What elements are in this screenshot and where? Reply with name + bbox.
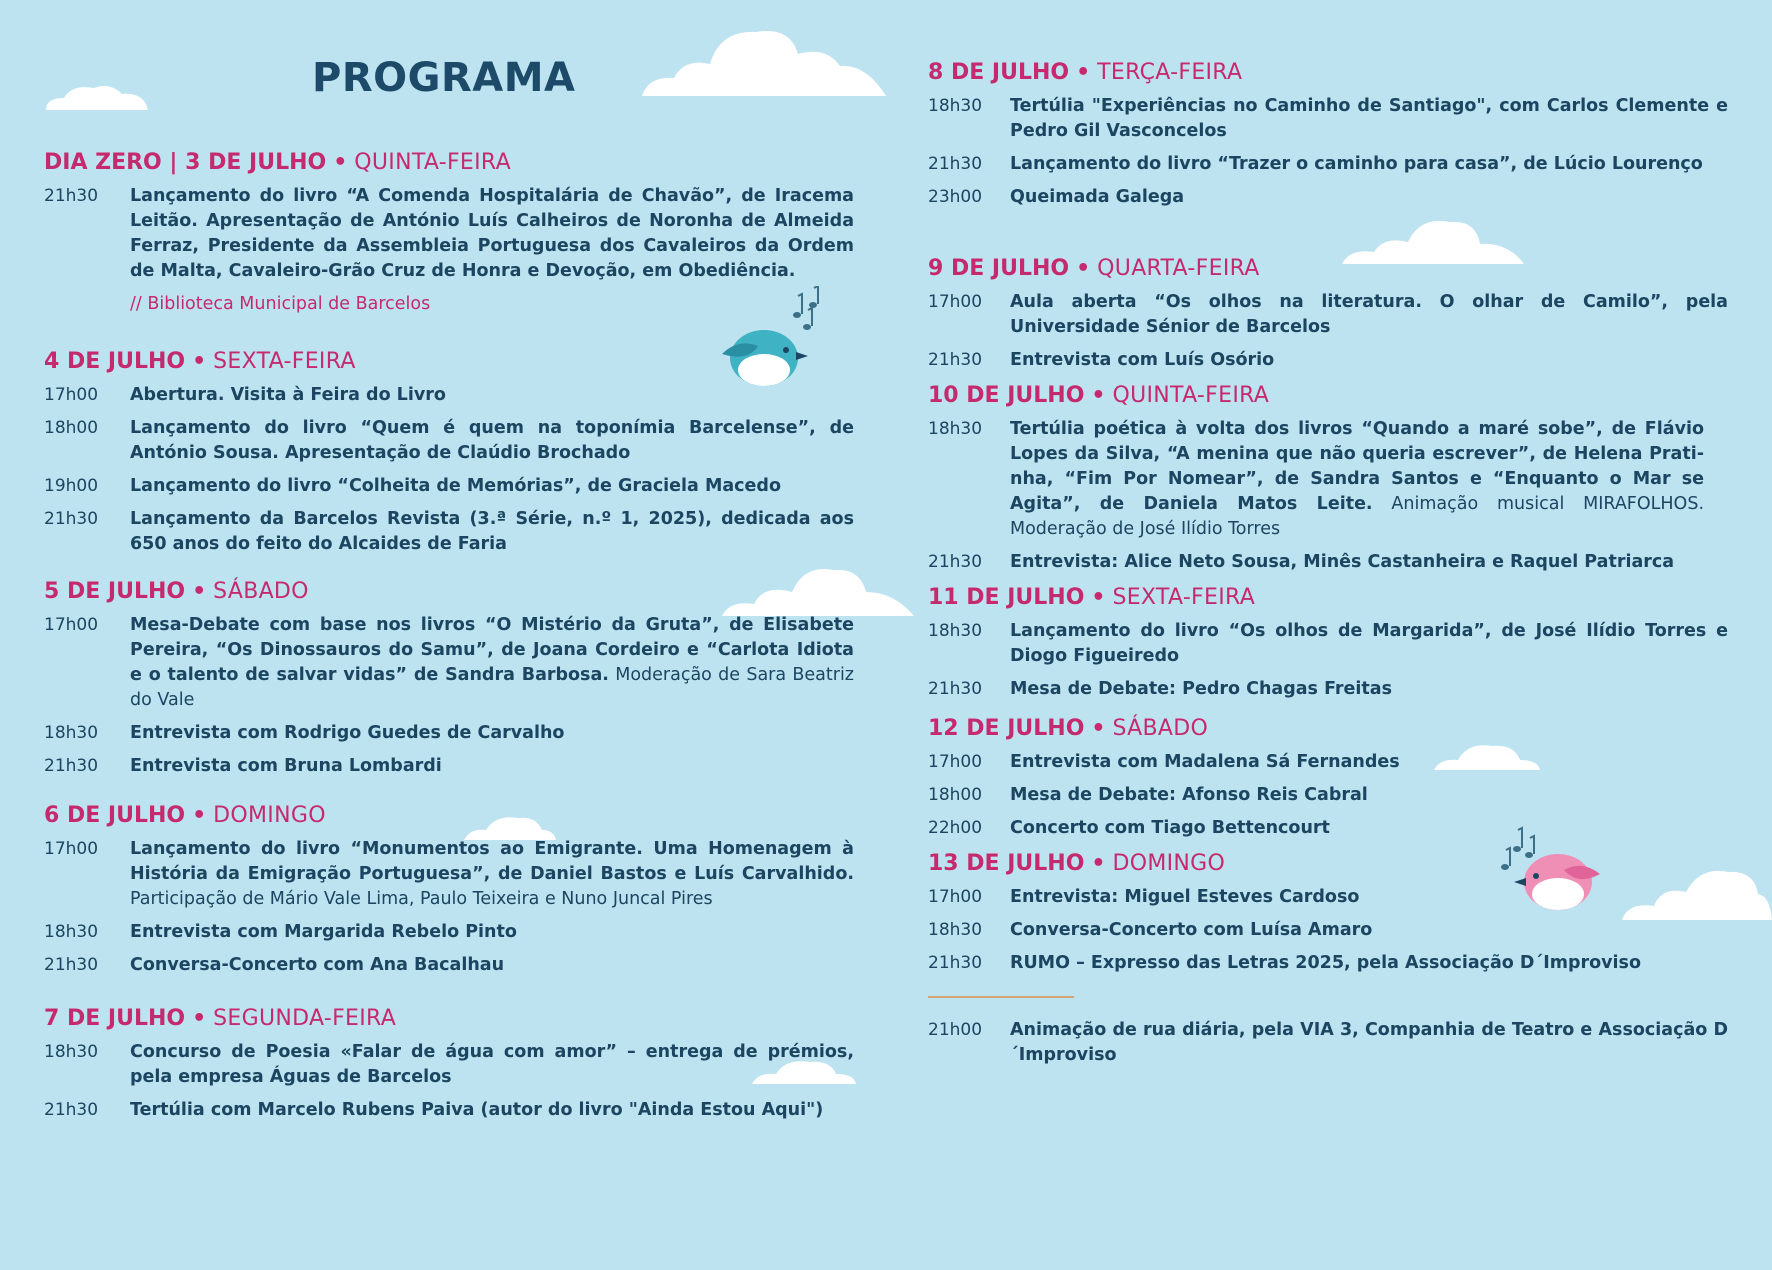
event-text: Lançamento do livro “Colheita de Memórias”, de Graciela Macedo [130,476,781,496]
day-heading [928,381,1728,411]
event-time: 21h30 [44,955,99,975]
event-row [44,383,854,408]
event-time: 22h00 [928,818,983,838]
day-heading [44,148,854,178]
event-body [130,184,854,317]
event-row [44,837,854,912]
event-text: Entrevista com Bruna Lombardi [130,756,442,776]
event-time: 18h00 [928,785,983,805]
event-time: 21h30 [928,953,983,973]
day-heading [928,58,1728,88]
event-row [44,613,854,713]
event-row [928,550,1728,575]
event-row [928,885,1728,910]
day-weekday: SEXTA-FEIRA [1112,585,1256,610]
event-text: Mesa de Debate: Pedro Chagas Freitas [1010,679,1392,699]
day-7-julho [44,1004,854,1123]
event-time: 17h00 [44,839,99,859]
cloud-icon [640,24,888,98]
separator-dot: • [1076,256,1091,281]
event-time: 18h30 [928,920,983,940]
event-title: Tertúlia poética à volta dos livros “Quando a maré sobe”, de Flávio Lopes da Silva, “A menina que não queria escrever”, de Helena Prati-nha, “Fim Por Nomear”, de Sandra Santos e “Enquanto o Mar se Agita”, de Daniela Matos Leite. [1010,419,1704,514]
event-row [928,750,1728,775]
day-date: 10 DE JULHO [928,383,1085,408]
event-text: Entrevista com Madalena Sá Fernandes [1010,752,1400,772]
event-time: 18h30 [44,1042,99,1062]
event-text: Lançamento do livro “A Comenda Hospitalária de Chavão”, de Iracema Leitão. Apresentação de António Luís Calheiros de Noronha de Almeida Ferraz, Presidente da Assembleia Portuguesa dos Cavaleiros da Ordem de Malta, Cavaleiro-Grão Cruz de Honra e Devoção, em Obediência. [130,186,854,281]
event-row [928,619,1728,669]
day-heading [44,1004,854,1034]
event-time: 19h00 [44,476,99,496]
event-detail: Moderação de Sara Beatriz do Vale [130,665,854,710]
event-text: Entrevista com Margarida Rebelo Pinto [130,922,517,942]
event-text: Queimada Galega [1010,187,1185,207]
event-time: 17h00 [44,615,99,635]
event-row [928,185,1728,210]
event-time: 21h30 [44,186,99,206]
day-heading [44,577,854,607]
event-row [44,474,854,499]
event-time: 21h30 [928,552,983,572]
event-time: 21h30 [928,350,983,370]
event-text [130,613,854,713]
event-row [928,290,1728,340]
event-text: Entrevista com Rodrigo Guedes de Carvalho [130,723,565,743]
event-time: 17h00 [928,752,983,772]
day-weekday: DOMINGO [213,803,326,828]
event-text: Concurso de Poesia «Falar de água com amor” – entrega de prémios, pela empresa Águas de Barcelos [130,1042,854,1087]
day-weekday: QUINTA-FEIRA [1112,383,1270,408]
day-heading [928,714,1728,744]
separator-dot: • [192,803,207,828]
day-date: 5 DE JULHO [44,579,186,604]
event-time: 18h30 [928,419,983,439]
event-title: Lançamento do livro “Monumentos ao Emigrante. Uma Homenagem à História da Emigração Portuguesa”, de Daniel Bastos e Luís Carvalhido. [130,839,854,884]
event-row [44,953,854,978]
event-time: 17h00 [928,292,983,312]
event-time: 17h00 [928,887,983,907]
event-text: RUMO – Expresso das Letras 2025, pela Associação D´Improviso [1010,953,1641,973]
event-row [44,184,854,317]
day-weekday: SEXTA-FEIRA [213,349,356,374]
daily-event-row [928,1018,1728,1068]
separator-dot: • [192,1006,207,1031]
day-11-julho [928,583,1728,702]
day-date: 7 DE JULHO [44,1006,186,1031]
day-date: 9 DE JULHO [928,256,1070,281]
event-row [928,94,1728,144]
day-3-julho [44,148,854,317]
day-date: DIA ZERO | 3 DE JULHO [44,150,327,175]
day-date: 4 DE JULHO [44,349,186,374]
event-text [1010,417,1704,542]
event-title: Mesa-Debate com base nos livros “O Mistério da Gruta”, de Elisabete Pereira, “Os Dinossauros do Samu”, de Joana Cordeiro e “Carlota Idiota e o talento de salvar vidas” de Sandra Barbosa. [130,615,854,685]
day-6-julho [44,801,854,978]
event-time: 21h30 [928,679,983,699]
day-8-julho [928,58,1728,210]
day-date: 11 DE JULHO [928,585,1085,610]
event-row [44,1098,854,1123]
event-row [928,918,1728,943]
event-time: 17h00 [44,385,99,405]
event-row [44,721,854,746]
day-heading [928,583,1728,613]
separator-dot: • [1091,383,1106,408]
event-text: Conversa-Concerto com Luísa Amaro [1010,920,1373,940]
event-row [928,152,1728,177]
day-weekday: QUINTA-FEIRA [354,150,511,175]
event-text: Entrevista: Miguel Esteves Cardoso [1010,887,1360,907]
day-heading [928,254,1728,284]
event-text: Lançamento do livro “Os olhos de Margarida”, de José Ilídio Torres e Diogo Figueiredo [1010,621,1728,666]
event-row [928,951,1728,976]
event-text: Animação de rua diária, pela VIA 3, Companhia de Teatro e Associação D´Improviso [1010,1020,1728,1065]
day-heading [928,849,1728,879]
event-row [928,783,1728,808]
event-detail: Participação de Mário Vale Lima, Paulo Teixeira e Nuno Juncal Pires [130,889,713,909]
event-time: 21h00 [928,1020,983,1040]
event-text: Lançamento do livro “Quem é quem na toponímia Barcelense”, de António Sousa. Apresentação de Claúdio Brochado [130,418,854,463]
event-text [130,837,854,912]
page-title: PROGRAMA [312,55,576,101]
separator-dot: • [192,349,207,374]
day-weekday: QUARTA-FEIRA [1097,256,1260,281]
day-date: 6 DE JULHO [44,803,186,828]
event-time: 18h00 [44,418,99,438]
day-9-julho [928,254,1728,373]
event-text: Tertúlia "Experiências no Caminho de Santiago", com Carlos Clemente e Pedro Gil Vasconcelos [1010,96,1728,141]
left-column [44,148,854,1131]
event-text: Entrevista com Luís Osório [1010,350,1275,370]
day-weekday: SEGUNDA-FEIRA [213,1006,397,1031]
event-time: 23h00 [928,187,983,207]
event-time: 18h30 [928,621,983,641]
separator-dot: • [1091,585,1106,610]
separator-dot: • [1091,851,1106,876]
event-row [44,920,854,945]
day-date: 8 DE JULHO [928,60,1070,85]
event-row [928,677,1728,702]
event-text: Entrevista: Alice Neto Sousa, Minês Castanheira e Raquel Patriarca [1010,552,1675,572]
divider-line [928,996,1074,998]
day-10-julho [928,381,1728,575]
right-column [928,58,1728,1076]
day-heading [44,801,854,831]
event-time: 18h30 [44,922,99,942]
day-weekday: DOMINGO [1112,851,1226,876]
day-weekday: TERÇA-FEIRA [1097,60,1243,85]
event-text: Conversa-Concerto com Ana Bacalhau [130,955,505,975]
separator-dot: • [1091,716,1106,741]
event-time: 18h30 [928,96,983,116]
event-detail: Animação musical MIRAFOLHOS. Moderação de José Ilídio Torres [1010,494,1705,539]
event-text: Lançamento da Barcelos Revista (3.ª Série, n.º 1, 2025), dedicada aos 650 anos do feito do Alcaides de Faria [130,509,854,554]
event-location: // Biblioteca Municipal de Barcelos [130,294,431,314]
day-12-julho [928,714,1728,841]
separator-dot: • [1076,60,1091,85]
event-row [44,1040,854,1090]
event-time: 21h30 [44,509,99,529]
event-time: 21h30 [44,756,99,776]
day-date: 13 DE JULHO [928,851,1085,876]
day-4-julho [44,347,854,557]
cloud-icon [42,80,152,112]
event-row [44,416,854,466]
event-row [44,754,854,779]
event-time: 21h30 [44,1100,99,1120]
event-text: Concerto com Tiago Bettencourt [1010,818,1330,838]
event-row [928,417,1728,542]
event-row [44,507,854,557]
event-row [928,348,1728,373]
separator-dot: • [192,579,207,604]
event-text: Aula aberta “Os olhos na literatura. O olhar de Camilo”, pela Universidade Sénior de Barcelos [1010,292,1728,337]
day-weekday: SÁBADO [213,579,309,604]
event-row [928,816,1728,841]
event-text: Mesa de Debate: Afonso Reis Cabral [1010,785,1368,805]
event-time: 21h30 [928,154,983,174]
separator-dot: • [333,150,348,175]
day-heading [44,347,854,377]
event-time: 18h30 [44,723,99,743]
event-text: Tertúlia com Marcelo Rubens Paiva (autor do livro "Ainda Estou Aqui") [130,1100,824,1120]
event-text: Lançamento do livro “Trazer o caminho para casa”, de Lúcio Lourenço [1010,154,1703,174]
day-5-julho [44,577,854,779]
event-text: Abertura. Visita à Feira do Livro [130,385,446,405]
day-date: 12 DE JULHO [928,716,1085,741]
day-13-julho [928,849,1728,976]
day-weekday: SÁBADO [1112,716,1209,741]
